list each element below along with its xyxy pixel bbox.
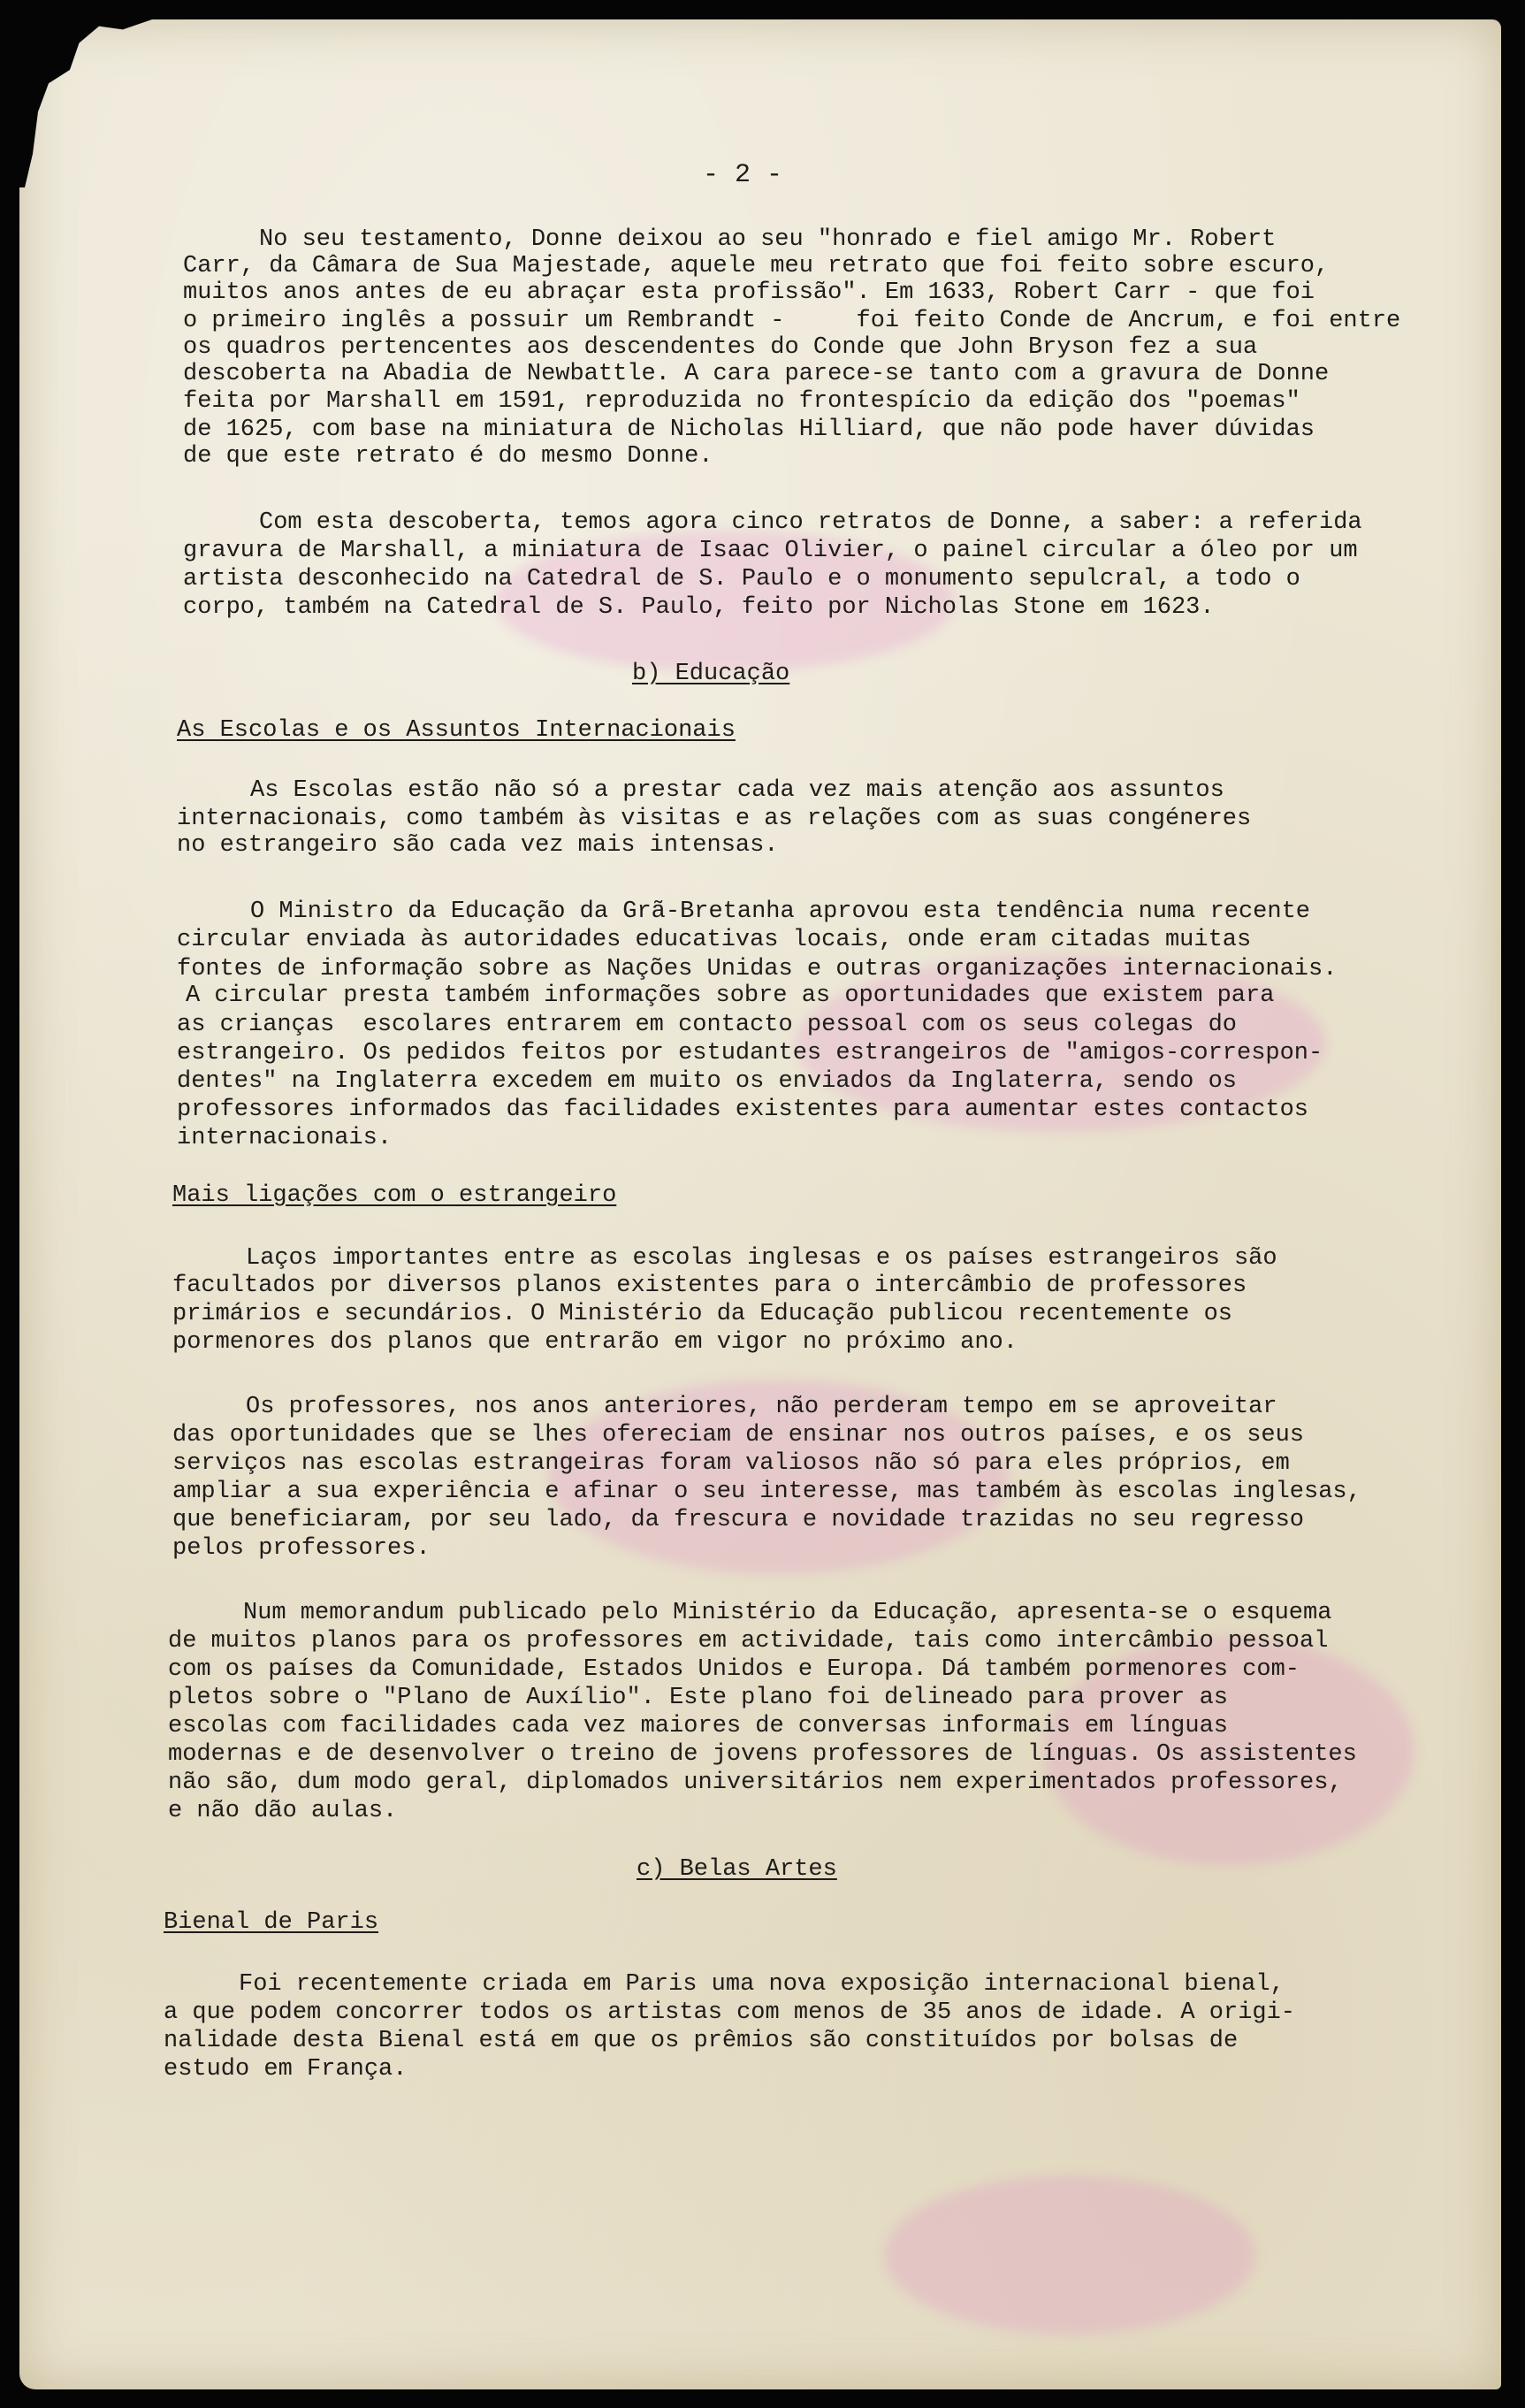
paragraph-ministro-line-5: as crianças escolares entrarem em contacto pessoal com os seus colegas do	[177, 1012, 1237, 1038]
paragraph-1-line-7: feita por Marshall em 1591, reproduzida no frontespício da edição dos "poemas"	[183, 388, 1300, 415]
paragraph-memorandum-line-4: pletos sobre o "Plano de Auxílio". Este plano foi delineado para prover as	[168, 1685, 1228, 1711]
paragraph-2-line-3: artista desconhecido na Catedral de S. Paulo e o monumento sepulcral, a todo o	[183, 566, 1300, 592]
paragraph-bienal-line-3: nalidade desta Bienal está em que os prêmios são constituídos por bolsas de	[164, 2028, 1239, 2054]
paragraph-ministro-line-6: estrangeiro. Os pedidos feitos por estudantes estrangeiros de "amigos-correspon-	[177, 1040, 1323, 1066]
paragraph-lacos-line-3: primários e secundários. O Ministério da Educação publicou recentemente os	[172, 1301, 1232, 1327]
subheading-mais-ligacoes: Mais ligações com o estrangeiro	[172, 1182, 617, 1209]
paragraph-memorandum-line-8: e não dão aulas.	[168, 1798, 398, 1824]
paragraph-1-line-2: Carr, da Câmara de Sua Majestade, aquele meu retrato que foi feito sobre escuro,	[183, 253, 1330, 279]
paragraph-lacos-line-1: Laços importantes entre as escolas inglesas e os países estrangeiros são	[246, 1245, 1277, 1272]
paragraph-escolas-line-1: As Escolas estão não só a prestar cada vez mais atenção aos assuntos	[250, 777, 1224, 804]
paragraph-memorandum-line-6: modernas e de desenvolver o treino de jovens professores de línguas. Os assistentes	[168, 1741, 1357, 1768]
paragraph-ministro-line-4: A circular presta também informações sobre as oportunidades que existem para	[186, 982, 1275, 1009]
paragraph-professores-line-4: ampliar a sua experiência e afinar o seu interesse, mas também às escolas inglesas,	[172, 1479, 1361, 1505]
paragraph-1-line-8: de 1625, com base na miniatura de Nicholas Hilliard, que não pode haver dúvidas	[183, 417, 1315, 443]
paragraph-1-line-9: de que este retrato é do mesmo Donne.	[183, 443, 713, 470]
paragraph-ministro-line-8: professores informados das facilidades existentes para aumentar estes contactos	[177, 1097, 1309, 1123]
section-heading-educacao: b) Educação	[632, 661, 790, 687]
paragraph-professores-line-1: Os professores, nos anos anteriores, não perderam tempo em se aproveitar	[246, 1394, 1277, 1420]
paragraph-memorandum-line-2: de muitos planos para os professores em actividade, tais como intercâmbio pessoal	[168, 1628, 1329, 1655]
paragraph-1-line-5: os quadros pertencentes aos descendentes do Conde que John Bryson fez a sua	[183, 334, 1258, 361]
paragraph-ministro-line-1: O Ministro da Educação da Grã-Bretanha aprovou esta tendência numa recente	[250, 898, 1310, 925]
paragraph-2-line-2: gravura de Marshall, a miniatura de Isaac Olivier, o painel circular a óleo por um	[183, 538, 1358, 564]
paragraph-professores-line-5: que beneficiaram, por seu lado, da frescura e novidade trazidas no seu regresso	[172, 1507, 1305, 1533]
paragraph-1-line-4: o primeiro inglês a possuir um Rembrandt - foi feito Conde de Ancrum, e foi entre	[183, 308, 1401, 334]
paragraph-escolas-line-3: no estrangeiro são cada vez mais intensas.	[177, 832, 779, 859]
paragraph-ministro-line-9: internacionais.	[177, 1125, 393, 1151]
page-number: - 2 -	[703, 160, 783, 190]
paragraph-lacos-line-2: facultados por diversos planos existentes para o intercâmbio de professores	[172, 1273, 1247, 1299]
paragraph-memorandum-line-3: com os países da Comunidade, Estados Unidos e Europa. Dá também pormenores com-	[168, 1656, 1300, 1683]
paragraph-professores-line-2: das oportunidades que se lhes ofereciam de ensinar nos outros países, e os seus	[172, 1422, 1305, 1449]
paragraph-ministro-line-7: dentes" na Inglaterra excedem em muito os enviados da Inglaterra, sendo os	[177, 1068, 1237, 1095]
subheading-bienal-paris: Bienal de Paris	[164, 1909, 379, 1936]
paragraph-bienal-line-1: Foi recentemente criada em Paris uma nova exposição internacional bienal,	[239, 1971, 1285, 1998]
paragraph-memorandum-line-5: escolas com facilidades cada vez maiores de conversas informais em línguas	[168, 1713, 1228, 1739]
paragraph-bienal-line-4: estudo em França.	[164, 2056, 408, 2083]
paragraph-lacos-line-4: pormenores dos planos que entrarão em vigor no próximo ano.	[172, 1329, 1018, 1356]
paragraph-2-line-1: Com esta descoberta, temos agora cinco retratos de Donne, a saber: a referida	[259, 509, 1362, 536]
paragraph-1-line-6: descoberta na Abadia de Newbattle. A cara parece-se tanto com a gravura de Donne	[183, 361, 1330, 387]
paragraph-1-line-3: muitos anos antes de eu abraçar esta profissão". Em 1633, Robert Carr - que foi	[183, 279, 1315, 306]
paragraph-escolas-line-2: internacionais, como também às visitas e as relações com as suas congéneres	[177, 806, 1252, 832]
subheading-escolas-assuntos: As Escolas e os Assuntos Internacionais	[177, 717, 736, 744]
paragraph-memorandum-line-1: Num memorandum publicado pelo Ministério da Educação, apresenta-se o esquema	[243, 1600, 1332, 1626]
paragraph-2-line-4: corpo, também na Catedral de S. Paulo, feito por Nicholas Stone em 1623.	[183, 594, 1215, 621]
paragraph-ministro-line-2: circular enviada às autoridades educativas locais, onde eram citadas muitas	[177, 927, 1252, 953]
paragraph-memorandum-line-7: não são, dum modo geral, diplomados universitários nem experimentados professores,	[168, 1770, 1343, 1796]
section-heading-belas-artes: c) Belas Artes	[637, 1856, 837, 1883]
paragraph-bienal-line-2: a que podem concorrer todos os artistas com menos de 35 anos de idade. A origi-	[164, 1999, 1296, 2026]
paragraph-1-line-1: No seu testamento, Donne deixou ao seu "honrado e fiel amigo Mr. Robert	[259, 226, 1277, 253]
paragraph-ministro-line-3: fontes de informação sobre as Nações Unidas e outras organizações internacionais.	[177, 956, 1338, 982]
paragraph-professores-line-6: pelos professores.	[172, 1535, 431, 1562]
paragraph-professores-line-3: serviços nas escolas estrangeiras foram valiosos não só para eles próprios, em	[172, 1450, 1290, 1477]
